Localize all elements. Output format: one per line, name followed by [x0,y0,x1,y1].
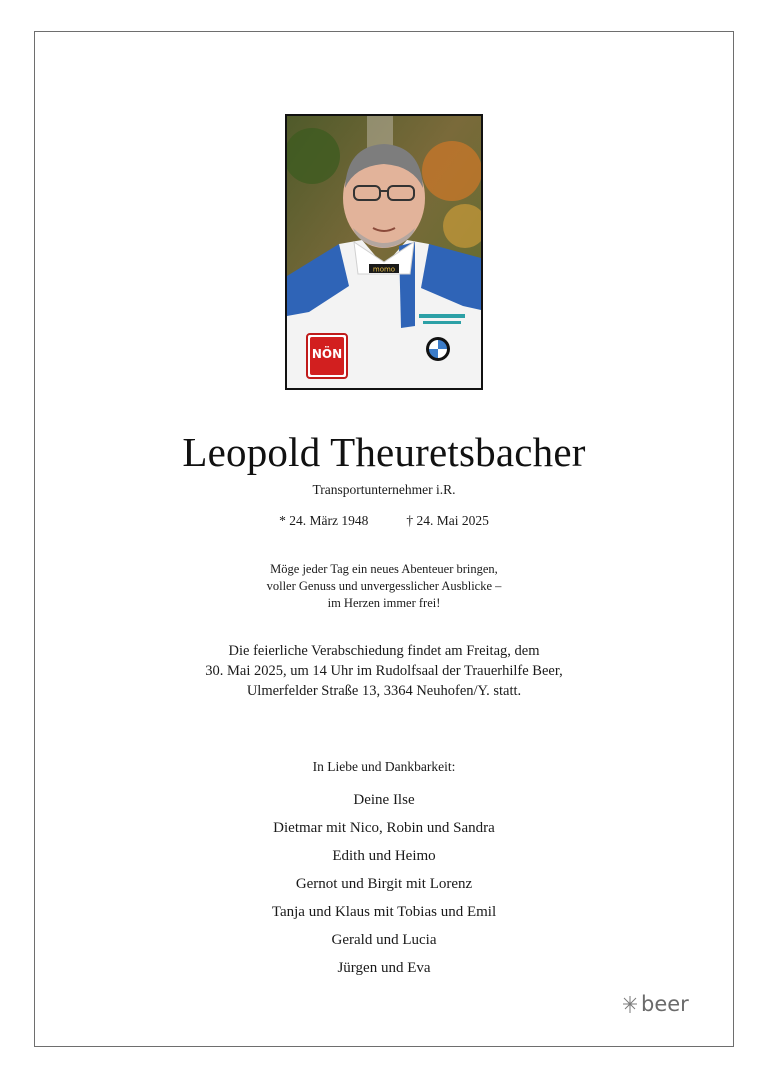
mourner-entry: Deine Ilse [353,792,415,808]
quote-line: im Herzen immer frei! [327,596,441,610]
quote-line: voller Genuss und unvergesslicher Ausblicke – [266,579,502,593]
mourner-entry: Gerald und Lucia [331,932,437,948]
deceased-name: Leopold Theuretsbacher [182,429,586,475]
collar-text: momo [372,265,396,274]
life-dates [34,513,734,529]
occupation: Transportunternehmer i.R. [312,482,456,497]
quote-line: Möge jeder Tag ein neues Abenteuer bringen, [270,562,498,576]
death-date: † 24. Mai 2025 [406,513,489,528]
memorial-quote [34,561,734,612]
ceremony-line: Die feierliche Verabschiedung findet am Freitag, dem [228,643,540,659]
dandelion-icon [621,994,639,1014]
portrait-photo [285,114,483,390]
mourners-list [34,789,734,985]
mourner-entry: Dietmar mit Nico, Robin und Sandra [273,820,495,836]
ceremony-line: Ulmerfelder Straße 13, 3364 Neuhofen/Y. statt. [246,683,522,699]
mourner-entry: Gernot und Birgit mit Lorenz [295,876,473,892]
logo-wordmark: beer [641,992,689,1016]
birth-date: * 24. März 1948 [279,513,369,528]
mourner-entry: Edith und Heimo [332,848,436,864]
thanks-heading: In Liebe und Dankbarkeit: [312,759,456,774]
mourner-entry: Tanja und Klaus mit Tobias und Emil [271,904,497,920]
ceremony-line: 30. Mai 2025, um 14 Uhr im Rudolfsaal der Trauerhilfe Beer, [205,663,563,679]
mourner-entry: Jürgen und Eva [337,960,431,976]
ceremony-info [34,641,734,701]
beer-logo [621,992,689,1016]
photo-badge-text: NÖN [311,347,343,361]
